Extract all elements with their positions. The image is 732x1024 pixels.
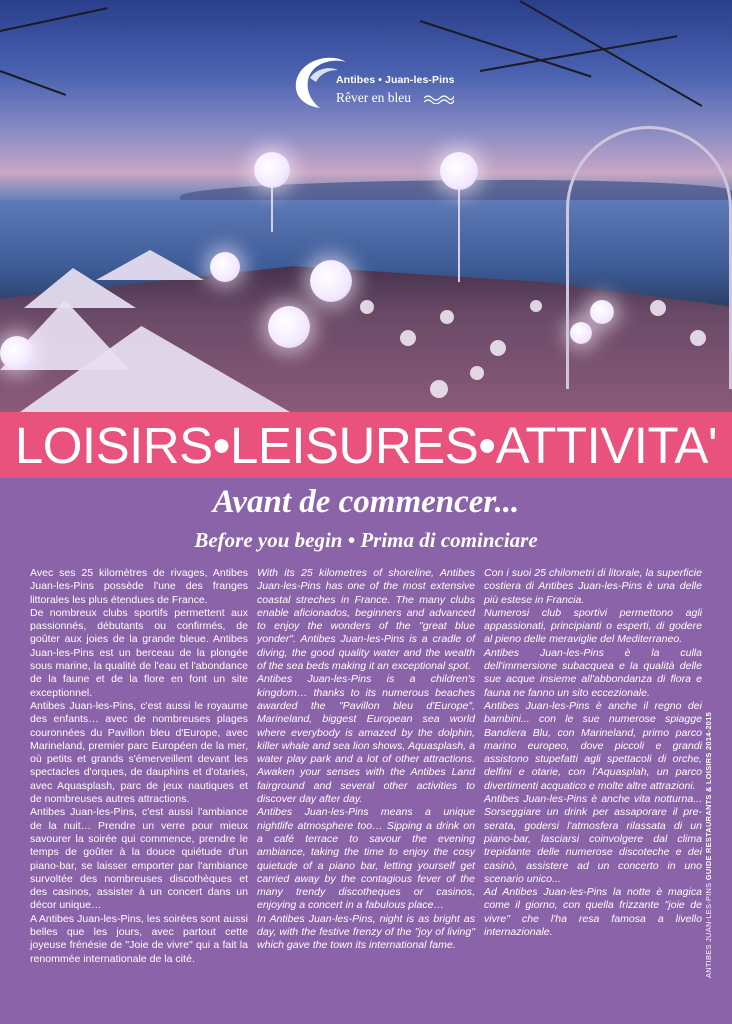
logo-tagline: Rêver en bleu (336, 90, 411, 105)
paragraph: Numerosi club sportivi permettono agli appassionati, principianti o esperti, di godere al pieno delle meraviglie del Mediterraneo. (484, 606, 702, 646)
crowd (650, 300, 666, 316)
crowd (470, 366, 484, 380)
lamp-globe (268, 306, 310, 348)
paragraph: Antibes Juan-les-Pins è la culla dell'immersione subacquea e la qualità delle sue acque insieme all'abbondanza di flora e fauna ne fanno un sito eccezionale. (484, 646, 702, 699)
lamp-globe (310, 260, 352, 302)
crowd (440, 310, 454, 324)
crowd (400, 330, 416, 346)
paragraph: Avec ses 25 kilomètres de rivages, Antibes Juan-les-Pins possède l'une des franges littorales les plus étendues de France. (30, 567, 248, 606)
sub-heading: Before you begin • Prima di cominciare (194, 528, 538, 552)
section-banner (0, 412, 732, 478)
french-column (30, 567, 248, 966)
guide-prefix: ANTIBES JUAN-LES-PINS (704, 882, 713, 978)
paragraph: Antibes Juan-les-Pins è anche il regno dei bambini... con le sue numerose spiagge Bandiera Blu, con Marineland, primo parco marino europeo, dove piccoli e grandi assistono stupefatti agli spettacoli di orche, delfini e otarie, con l'Aquasplah, un parco divertimenti acquatico e molte altre attrazioni. (484, 699, 702, 792)
hero-photo (0, 0, 732, 412)
pine-branch (0, 7, 108, 32)
crowd (490, 340, 506, 356)
waves-icon (424, 94, 454, 104)
guide-title: GUIDE RESTAURANTS & LOISIRS 2014-2015 (704, 711, 713, 881)
paragraph: De nombreux clubs sportifs permettent aux passionnés, débutants ou confirmés, de goûter aux joies de la grande bleue. Antibes Juan-les-Pins est un berceau de la plongée sous marine, la qualité de l'eau et l'abondance de la faune et de la flore en font un site exceptionnel. (30, 606, 248, 699)
paragraph: Con i suoi 25 chilometri di litorale, la superficie costiera di Antibes Juan-les-Pins è una delle più estese in Francia. (484, 567, 702, 606)
pine-branch (520, 0, 703, 107)
city-logo (286, 52, 456, 112)
lamp-globe (210, 252, 240, 282)
banner-title: LOISIRS•LEISURES•ATTIVITA' (14, 416, 718, 474)
logo-brand: Antibes • Juan-les-Pins (336, 74, 455, 86)
italian-column (484, 567, 702, 939)
crowd (430, 380, 448, 398)
paragraph: Antibes Juan-les-Pins è anche vita notturna... Sorseggiare un drink per assaporare il pre-serata, godersi l'atmosfera rilassata di un piano-bar, lasciarsi coinvolgere dal clima trepidante delle numerose discoteche e dei casinò, assistere ad un concerto in uno scenario unico... (484, 793, 702, 885)
crowd (360, 300, 374, 314)
paragraph: A Antibes Juan-les-Pins, les soirées sont aussi belles que les jours, avec partout cette joyeuse frénésie de "Joie de vivre" qui a fait la renommée internationale de la cité. (30, 912, 248, 965)
lamp-globe (440, 152, 478, 190)
paragraph: Antibes Juan-les-Pins, c'est aussi l'ambiance de la nuit… Prendre un verre pour mieux savourer la soirée qui commence, prendre le temps de goûter à la douce quiétude d'un piano-bar, se laisser emporter par l'ambiance survoltée des nombreuses discothèques et des casinos, assister à un concert dans un décor unique… (30, 806, 248, 912)
vertical-guide-label (704, 712, 713, 978)
paragraph: Antibes Juan-les-Pins means a unique nightlife atmosphere too… Sipping a drink on a café terrace to savour the evening ambiance, taking the time to enjoy the cosy quietude of a piano bar, letting yourself get carried away by the contagious fever of the many trendy discotheques or casinos, enjoying a concert in a fabulous place… (257, 806, 475, 912)
paragraph: Ad Antibes Juan-les-Pins la notte è magica come il giorno, con quella frizzante "joie de vivre" che l'ha resa famosa a livello internazionale. (484, 886, 702, 939)
crowd (530, 300, 542, 312)
paragraph: Antibes Juan-les-Pins, c'est aussi le royaume des enfants… avec de nombreuses plages couronnées du Pavillon bleu d'Europe, avec Marineland, premier parc Européen de la mer, où petits et grands s'émerveillent devant les spectacles d'orques, de dauphins et d'otaries, avec Aquasplash, parc de jeux nautiques et de nombreuses autres attractions. (30, 699, 248, 806)
pine-branch (480, 35, 677, 72)
paragraph: In Antibes Juan-les-Pins, night is as bright as day, with the festive frenzy of the "joy of living" which gave the town its international fame. (257, 912, 475, 952)
lamp-globe (0, 336, 34, 370)
arch-structure (566, 126, 732, 389)
english-column (257, 567, 475, 953)
main-heading: Avant de commencer... (212, 484, 520, 520)
pine-branch (0, 70, 66, 96)
paragraph: Antibes Juan-les-Pins is a children's kingdom… thanks to its numerous beaches awarded the "Pavillon bleu d'Europe", Marineland, biggest European sea world where everybody is amazed by the dolphin, killer whale and sea lion shows, Aquasplash, a water play park and a lot of other attractions. Awaken your senses with the Antibes Land fairground and several other activities to discover day after day. (257, 673, 475, 806)
lamp-globe (254, 152, 290, 188)
crowd (690, 330, 706, 346)
paragraph: With its 25 kilometres of shoreline, Antibes Juan-les-Pins has one of the most extensive coastal streches in France. The many clubs enable aficionados, beginners and advanced to enjoy the wonders of the "great blue yonder". Antibes Juan-les-Pins is a cradle of diving, the good quality water and the wealth of the sea beds making it an exceptional spot. (257, 567, 475, 673)
